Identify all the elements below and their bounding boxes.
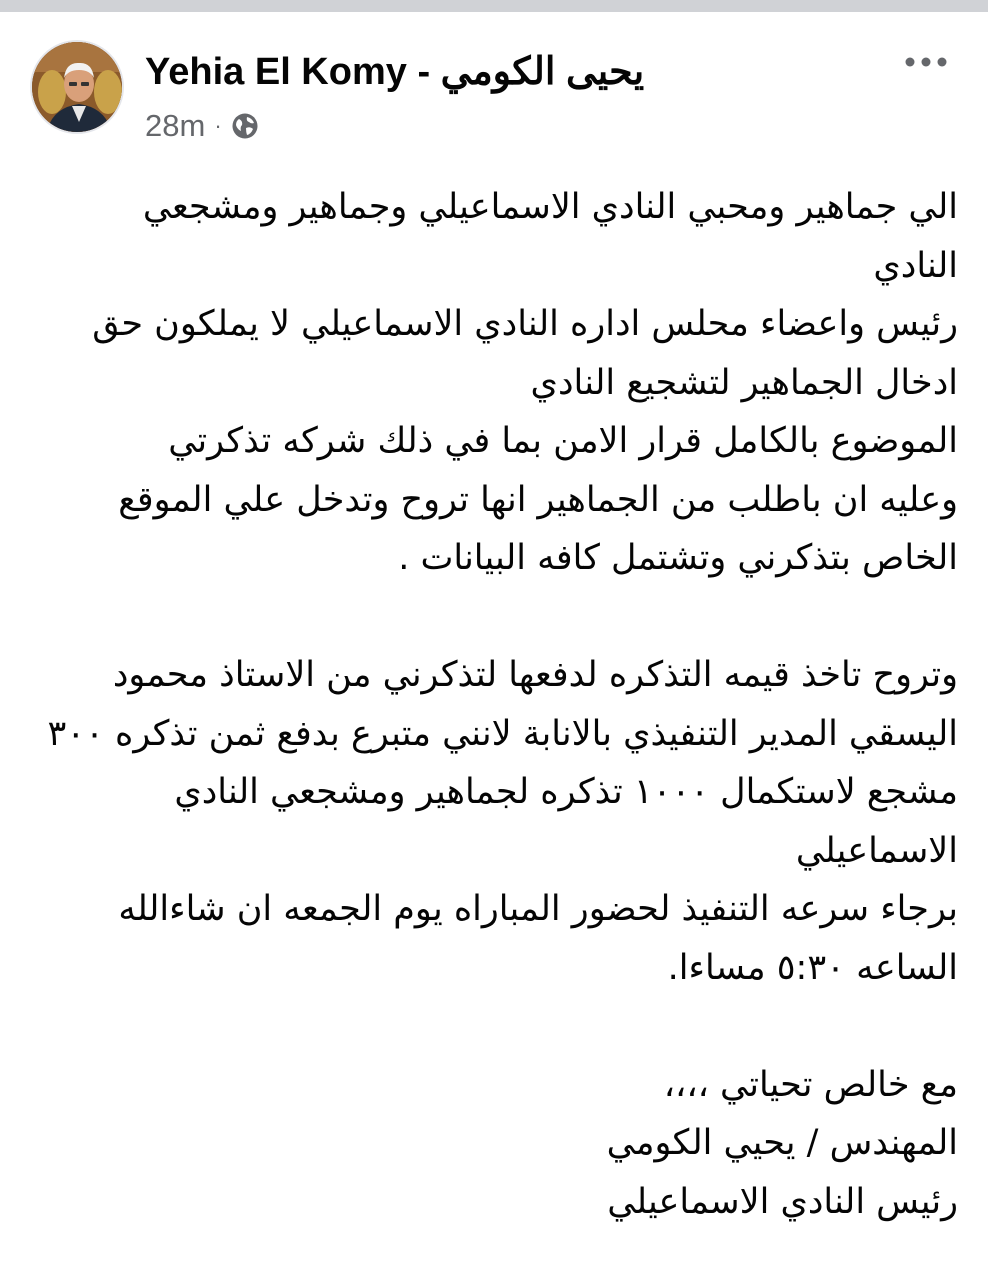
post-text-line: برجاء سرعه التنفيذ لحضور المباراه يوم الجمعه ان شاءالله <box>118 889 958 929</box>
post-timestamp[interactable]: 28m <box>145 108 206 143</box>
paragraph-gap <box>70 588 958 647</box>
globe-icon[interactable] <box>231 112 259 140</box>
post-meta <box>145 106 259 146</box>
post-text-line: الي جماهير ومحبي النادي الاسماعيلي وجماهير ومشجعي <box>142 187 958 227</box>
post-text <box>47 178 958 1231</box>
post-text-line: المهندس / يحيي الكومي <box>606 1123 958 1163</box>
paragraph-gap <box>70 997 958 1056</box>
post-text-line: رئيس النادي الاسماعيلي <box>607 1181 958 1222</box>
post-text-line: وعليه ان باطلب من الجماهير انها تروح وتدخل علي الموقع <box>118 479 958 520</box>
post-text-line: الموضوع بالكامل قرار الامن بما في ذلك شركه تذكرتي <box>168 421 958 461</box>
author-avatar[interactable] <box>30 40 124 134</box>
ellipsis-icon <box>904 56 948 68</box>
post-header <box>30 40 960 150</box>
post-text-line: وتروح تاخذ قيمه التذكره لدفعها لتذكرني من الاستاذ محمود <box>112 655 958 695</box>
post-text-line: الخاص بتذكرني وتشتمل كافه البيانات . <box>398 538 958 578</box>
avatar-photo <box>32 42 124 134</box>
post-text-line: مشجع لاستكمال ١٠٠٠ تذكره لجماهير ومشجعي النادي <box>174 772 958 812</box>
more-options-button[interactable] <box>902 44 950 80</box>
post-text-line: النادي <box>873 245 958 286</box>
post-text-line: مع خالص تحياتي ،،،، <box>663 1064 958 1105</box>
post-text-line: رئيس واعضاء محلس اداره النادي الاسماعيلي لا يملكون حق <box>92 304 958 344</box>
post-text-line: الاسماعيلي <box>795 830 958 871</box>
meta-separator: · <box>214 113 222 138</box>
author-name[interactable]: Yehia El Komy - يحيى الكومي <box>145 51 645 93</box>
post-text-line: الساعه ٥:٣٠ مساءا. <box>667 947 958 988</box>
top-strip <box>0 0 988 12</box>
post-text-line: اليسقي المدير التنفيذي بالانابة لانني متبرع بدفع ثمن تذكره ٣٠٠ <box>47 713 958 754</box>
post-text-line: ادخال الجماهير لتشجيع النادي <box>530 362 958 403</box>
